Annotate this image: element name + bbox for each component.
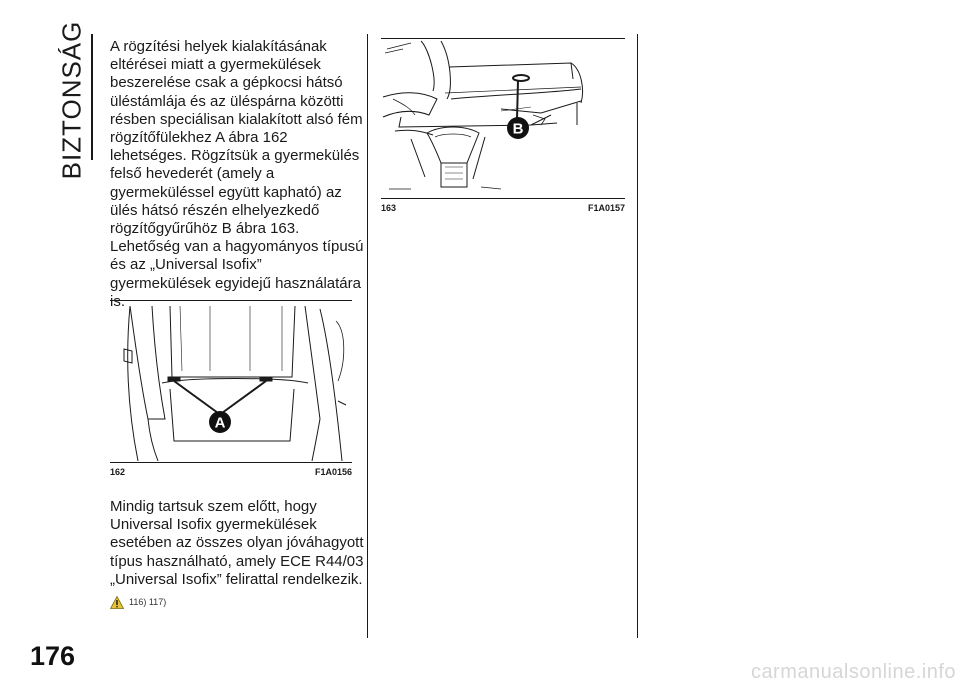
figure-162-bottom-rule	[110, 462, 352, 463]
figure-162-illustration	[110, 301, 352, 461]
figure-162-code: F1A0156	[314, 467, 352, 477]
warning-references	[110, 594, 166, 610]
figure-163-illustration	[381, 39, 625, 199]
figure-162	[110, 300, 352, 482]
figure-163-code: F1A0157	[587, 203, 625, 213]
warning-triangle-icon	[110, 596, 124, 609]
figure-163-number: 163	[381, 203, 397, 213]
figure-162-number: 162	[110, 467, 126, 477]
figure-163	[381, 38, 625, 218]
body-paragraph-2: Mindig tartsuk szem előtt, hogy Universal Isofix gyermekülések esetében az összes olyan jóváhagyott típus használható, amely ECE R44/03 „Universal Isofix” felirattal rendelkezik.	[110, 498, 364, 588]
page-number: 176	[30, 641, 76, 671]
figure-162-callout: A	[214, 414, 226, 432]
section-rule	[91, 34, 93, 160]
figure-163-callout: B	[512, 120, 524, 138]
section-label	[52, 20, 92, 180]
column-divider-left	[367, 34, 368, 638]
section-title: BIZTONSÁG	[56, 20, 87, 180]
body-paragraph-1: A rögzítési helyek kialakításának eltérései miatt a gyermekülések beszerelése csak a gépkocsi hátsó üléstámlája és az üléspárna közötti résben speciálisan kialakított alsó fém rögzítőfülekhez A ábra 162 lehetséges. Rögzítsük a gyermekülés felső hevederét (amely a gyermeküléssel együtt kapható) az ülés hátsó részén elhelyezkedő rögzítőgyűrűhöz B ábra 163. Lehetőség van a hagyományos típusú és az „Universal Isofix” gyermekülések egyidejű használatára is.	[110, 38, 364, 310]
column-divider-right	[637, 34, 638, 638]
warning-refs-text: 116) 117)	[129, 597, 167, 607]
footer-watermark: carmanualsonline.info	[750, 661, 956, 683]
figure-163-bottom-rule	[381, 198, 625, 199]
